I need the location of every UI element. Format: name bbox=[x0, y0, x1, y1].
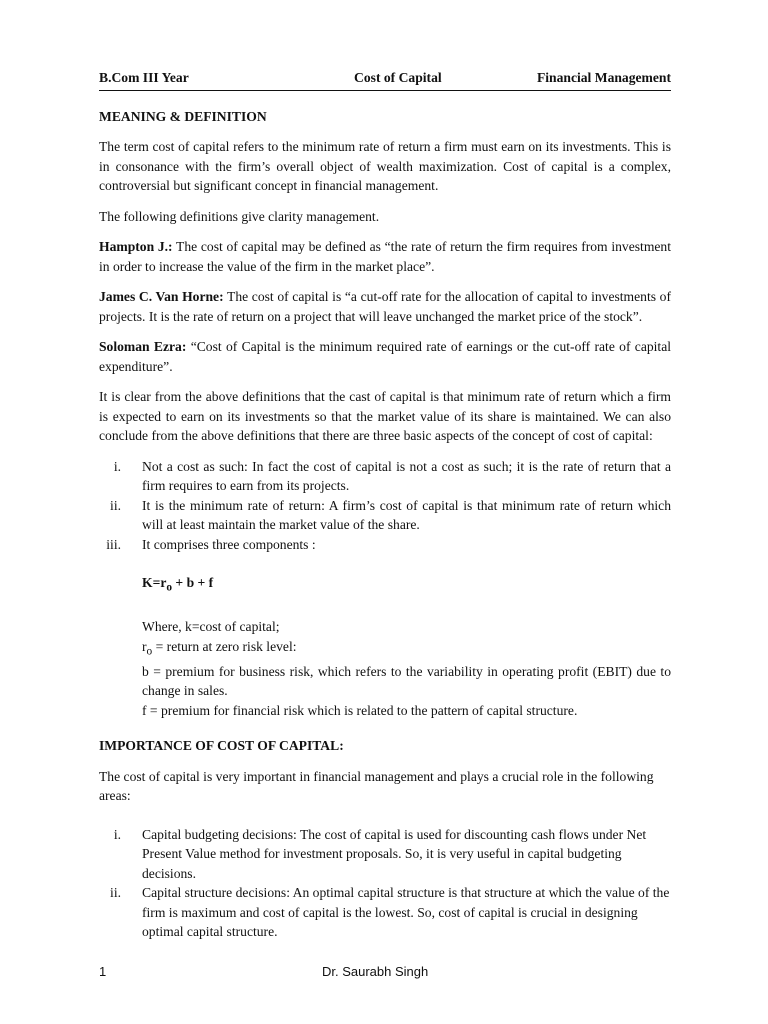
footer-author: Dr. Saurabh Singh bbox=[322, 964, 429, 979]
section-heading-meaning: MEANING & DEFINITION bbox=[99, 108, 267, 124]
formula-f-definition: f = premium for financial risk which is related to the pattern of capital structure. bbox=[142, 702, 578, 718]
formula-block bbox=[99, 573, 671, 720]
header-course: B.Com III Year bbox=[99, 70, 189, 85]
page-header bbox=[99, 68, 671, 91]
section-heading-importance: IMPORTANCE OF COST OF CAPITAL: bbox=[99, 738, 344, 754]
list-item bbox=[99, 457, 671, 496]
definition-van-horne bbox=[99, 287, 671, 326]
paragraph-conclusion: It is clear from the above definitions that the cast of capital is that minimum rate of return which a firm is expected to earn on its investments so that the market value of its share is maintained. We can also conclude from the above definitions that there are three basic aspects of the concept of cost of capital: bbox=[99, 389, 671, 443]
header-subject: Financial Management bbox=[536, 70, 671, 85]
list-item bbox=[99, 496, 671, 535]
paragraph-intro: The term cost of capital refers to the minimum rate of return a firm must earn on its investments. This is in consonance with the firm’s overall object of wealth maximization. Cost of capital is a complex, controversial but significant concept in financial management. bbox=[99, 139, 671, 193]
header-topic: Cost of Capital bbox=[354, 70, 442, 85]
definition-term: Hampton J.: bbox=[99, 239, 173, 254]
list-item-text: Capital budgeting decisions: The cost of capital is used for discounting cash flows under Net Present Value method for investment proposals. So, it is very useful in capital budgeting decisions. bbox=[142, 826, 647, 881]
definition-hampton bbox=[99, 237, 671, 276]
list-item-text: It is the minimum rate of return: A firm’s cost of capital is that minimum rate of return which will at least maintain the market value of the share. bbox=[142, 497, 671, 532]
formula-r-definition: $r_o$ = return at zero risk level: bbox=[142, 638, 297, 658]
list-item-number: iii. bbox=[106, 536, 121, 552]
list-item bbox=[99, 535, 671, 555]
list-item-number: ii. bbox=[110, 885, 121, 901]
list-item-number: i. bbox=[113, 458, 121, 474]
importance-list bbox=[99, 825, 671, 942]
definition-text: The cost of capital is “a cut-off rate for the allocation of capital to investments of projects. It is the rate of return on a project that will leave unchanged the market price of the stock”. bbox=[99, 289, 671, 324]
document-page bbox=[99, 68, 671, 942]
paragraph-importance-intro: The cost of capital is very important in financial management and plays a crucial role in the following areas: bbox=[99, 768, 654, 804]
definition-text: The cost of capital may be defined as “the rate of return the firm requires from investment in order to increase the value of the firm in the market place”. bbox=[99, 239, 671, 274]
formula-b-definition: b = premium for business risk, which refers to the variability in operating profit (EBIT) due to change in sales. bbox=[142, 663, 671, 699]
cost-of-capital-formula: $K=r_o + b + f$ bbox=[142, 575, 214, 594]
list-item bbox=[99, 883, 671, 942]
list-item bbox=[99, 825, 671, 884]
aspects-list bbox=[99, 457, 671, 555]
formula-where-line: Where, k=cost of capital; bbox=[142, 619, 280, 635]
definition-text: “Cost of Capital is the minimum required rate of earnings or the cut-off rate of capital expenditure”. bbox=[99, 339, 672, 374]
list-item-text: Capital structure decisions: An optimal capital structure is that structure at which the value of the firm is maximum and cost of capital is the lowest. So, cost of capital is crucial in designing optimal capital structure. bbox=[142, 885, 670, 940]
definition-term: Soloman Ezra: bbox=[99, 339, 187, 354]
definition-term: James C. Van Horne: bbox=[99, 289, 224, 304]
list-item-text: It comprises three components : bbox=[142, 536, 316, 552]
page-number: 1 bbox=[99, 964, 107, 979]
definition-ezra bbox=[99, 337, 671, 376]
list-item-number: i. bbox=[113, 826, 121, 842]
list-item-number: ii. bbox=[110, 497, 121, 513]
paragraph-definitions-intro: The following definitions give clarity management. bbox=[99, 208, 380, 224]
list-item-text: Not a cost as such: In fact the cost of capital is not a cost as such; it is the rate of return that a firm requires to earn from its projects. bbox=[142, 458, 671, 493]
